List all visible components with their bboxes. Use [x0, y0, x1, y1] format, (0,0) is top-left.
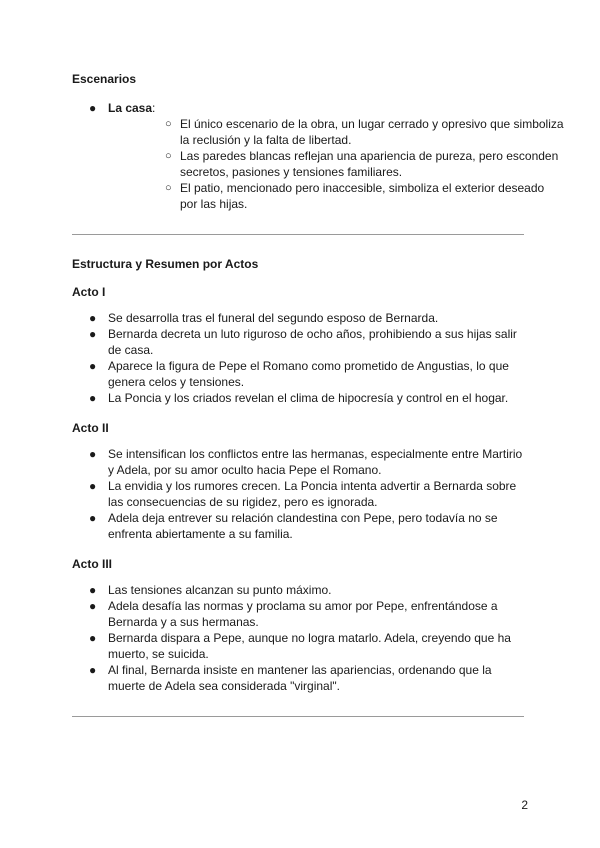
- bullet-icon: ●: [89, 599, 97, 613]
- list-item: ● Aparece la figura de Pepe el Romano como prometido de Angustias, lo que genera celos y tensiones.: [89, 359, 509, 389]
- circle-bullet-icon: ○: [165, 118, 172, 130]
- list-item: ● La Poncia y los criados revelan el clima de hipocresía y control en el hogar.: [89, 391, 509, 405]
- act-heading: Acto III: [72, 557, 113, 571]
- section-heading-estructura: Estructura y Resumen por Actos: [72, 257, 259, 271]
- item-colon: :: [152, 101, 156, 115]
- list-item: ● Se intensifican los conflictos entre las hermanas, especialmente entre Martirio y Adela, por su amor oculto hacia Pepe el Romano.: [89, 447, 523, 477]
- list-item: ● La envidia y los rumores crecen. La Poncia intenta advertir a Bernarda sobre las consecuencias de su rigidez, pero es ignorada.: [89, 479, 517, 509]
- horizontal-rule: [72, 234, 524, 235]
- bullet-icon: ●: [89, 391, 97, 405]
- list-item: ● Las tensiones alcanzan su punto máximo.: [89, 583, 332, 597]
- act-2-list: [72, 446, 528, 542]
- list-item: ● Adela desafía las normas y proclama su amor por Pepe, enfrentándose a Bernarda y a sus hermanas.: [89, 599, 498, 629]
- bullet-icon: ●: [89, 327, 97, 341]
- act-1-list: [72, 310, 528, 406]
- list-item: ● Bernarda dispara a Pepe, aunque no logra matarlo. Adela, creyendo que ha muerto, se suicida.: [89, 631, 511, 661]
- act-heading: Acto II: [72, 421, 109, 435]
- escenarios-sublist: [108, 116, 564, 212]
- bullet-icon: ●: [89, 311, 97, 325]
- sub-list-item: ○ Las paredes blancas reflejan una apariencia de pureza, pero esconden secretos, pasiones y tensiones familiares.: [165, 149, 559, 179]
- list-item: ● Adela deja entrever su relación clandestina con Pepe, pero todavía no se enfrenta abiertamente a su familia.: [89, 511, 498, 541]
- bullet-icon: ●: [89, 359, 97, 373]
- item-label: La casa: [108, 101, 153, 115]
- sub-list-item: ○ El único escenario de la obra, un lugar cerrado y opresivo que simboliza la reclusión y la falta de libertad.: [165, 117, 564, 147]
- bullet-icon: ●: [89, 583, 97, 597]
- list-item: ● Bernarda decreta un luto riguroso de ocho años, prohibiendo a sus hijas salir de casa.: [89, 327, 517, 357]
- page-number: 2: [521, 798, 528, 812]
- sub-list-item: ○ El patio, mencionado pero inaccesible, simboliza el exterior deseado por las hijas.: [165, 181, 545, 211]
- bullet-icon: ●: [89, 631, 97, 645]
- list-item: ● Se desarrolla tras el funeral del segundo esposo de Bernarda.: [89, 311, 439, 325]
- circle-bullet-icon: ○: [165, 150, 172, 162]
- bullet-icon: ●: [89, 447, 97, 461]
- bullet-icon: ●: [89, 101, 97, 115]
- list-item: [72, 100, 564, 212]
- bullet-icon: ●: [89, 663, 97, 677]
- section-heading-escenarios: Escenarios: [72, 72, 137, 86]
- bullet-icon: ●: [89, 511, 97, 525]
- act-3-list: [72, 582, 528, 694]
- circle-bullet-icon: ○: [165, 182, 172, 194]
- act-heading: Acto I: [72, 285, 106, 299]
- list-item: ● Al final, Bernarda insiste en mantener las apariencias, ordenando que la muerte de Adela sea considerada "virginal".: [89, 663, 492, 693]
- bullet-icon: ●: [89, 479, 97, 493]
- escenarios-list: [72, 100, 564, 212]
- horizontal-rule: [72, 716, 524, 717]
